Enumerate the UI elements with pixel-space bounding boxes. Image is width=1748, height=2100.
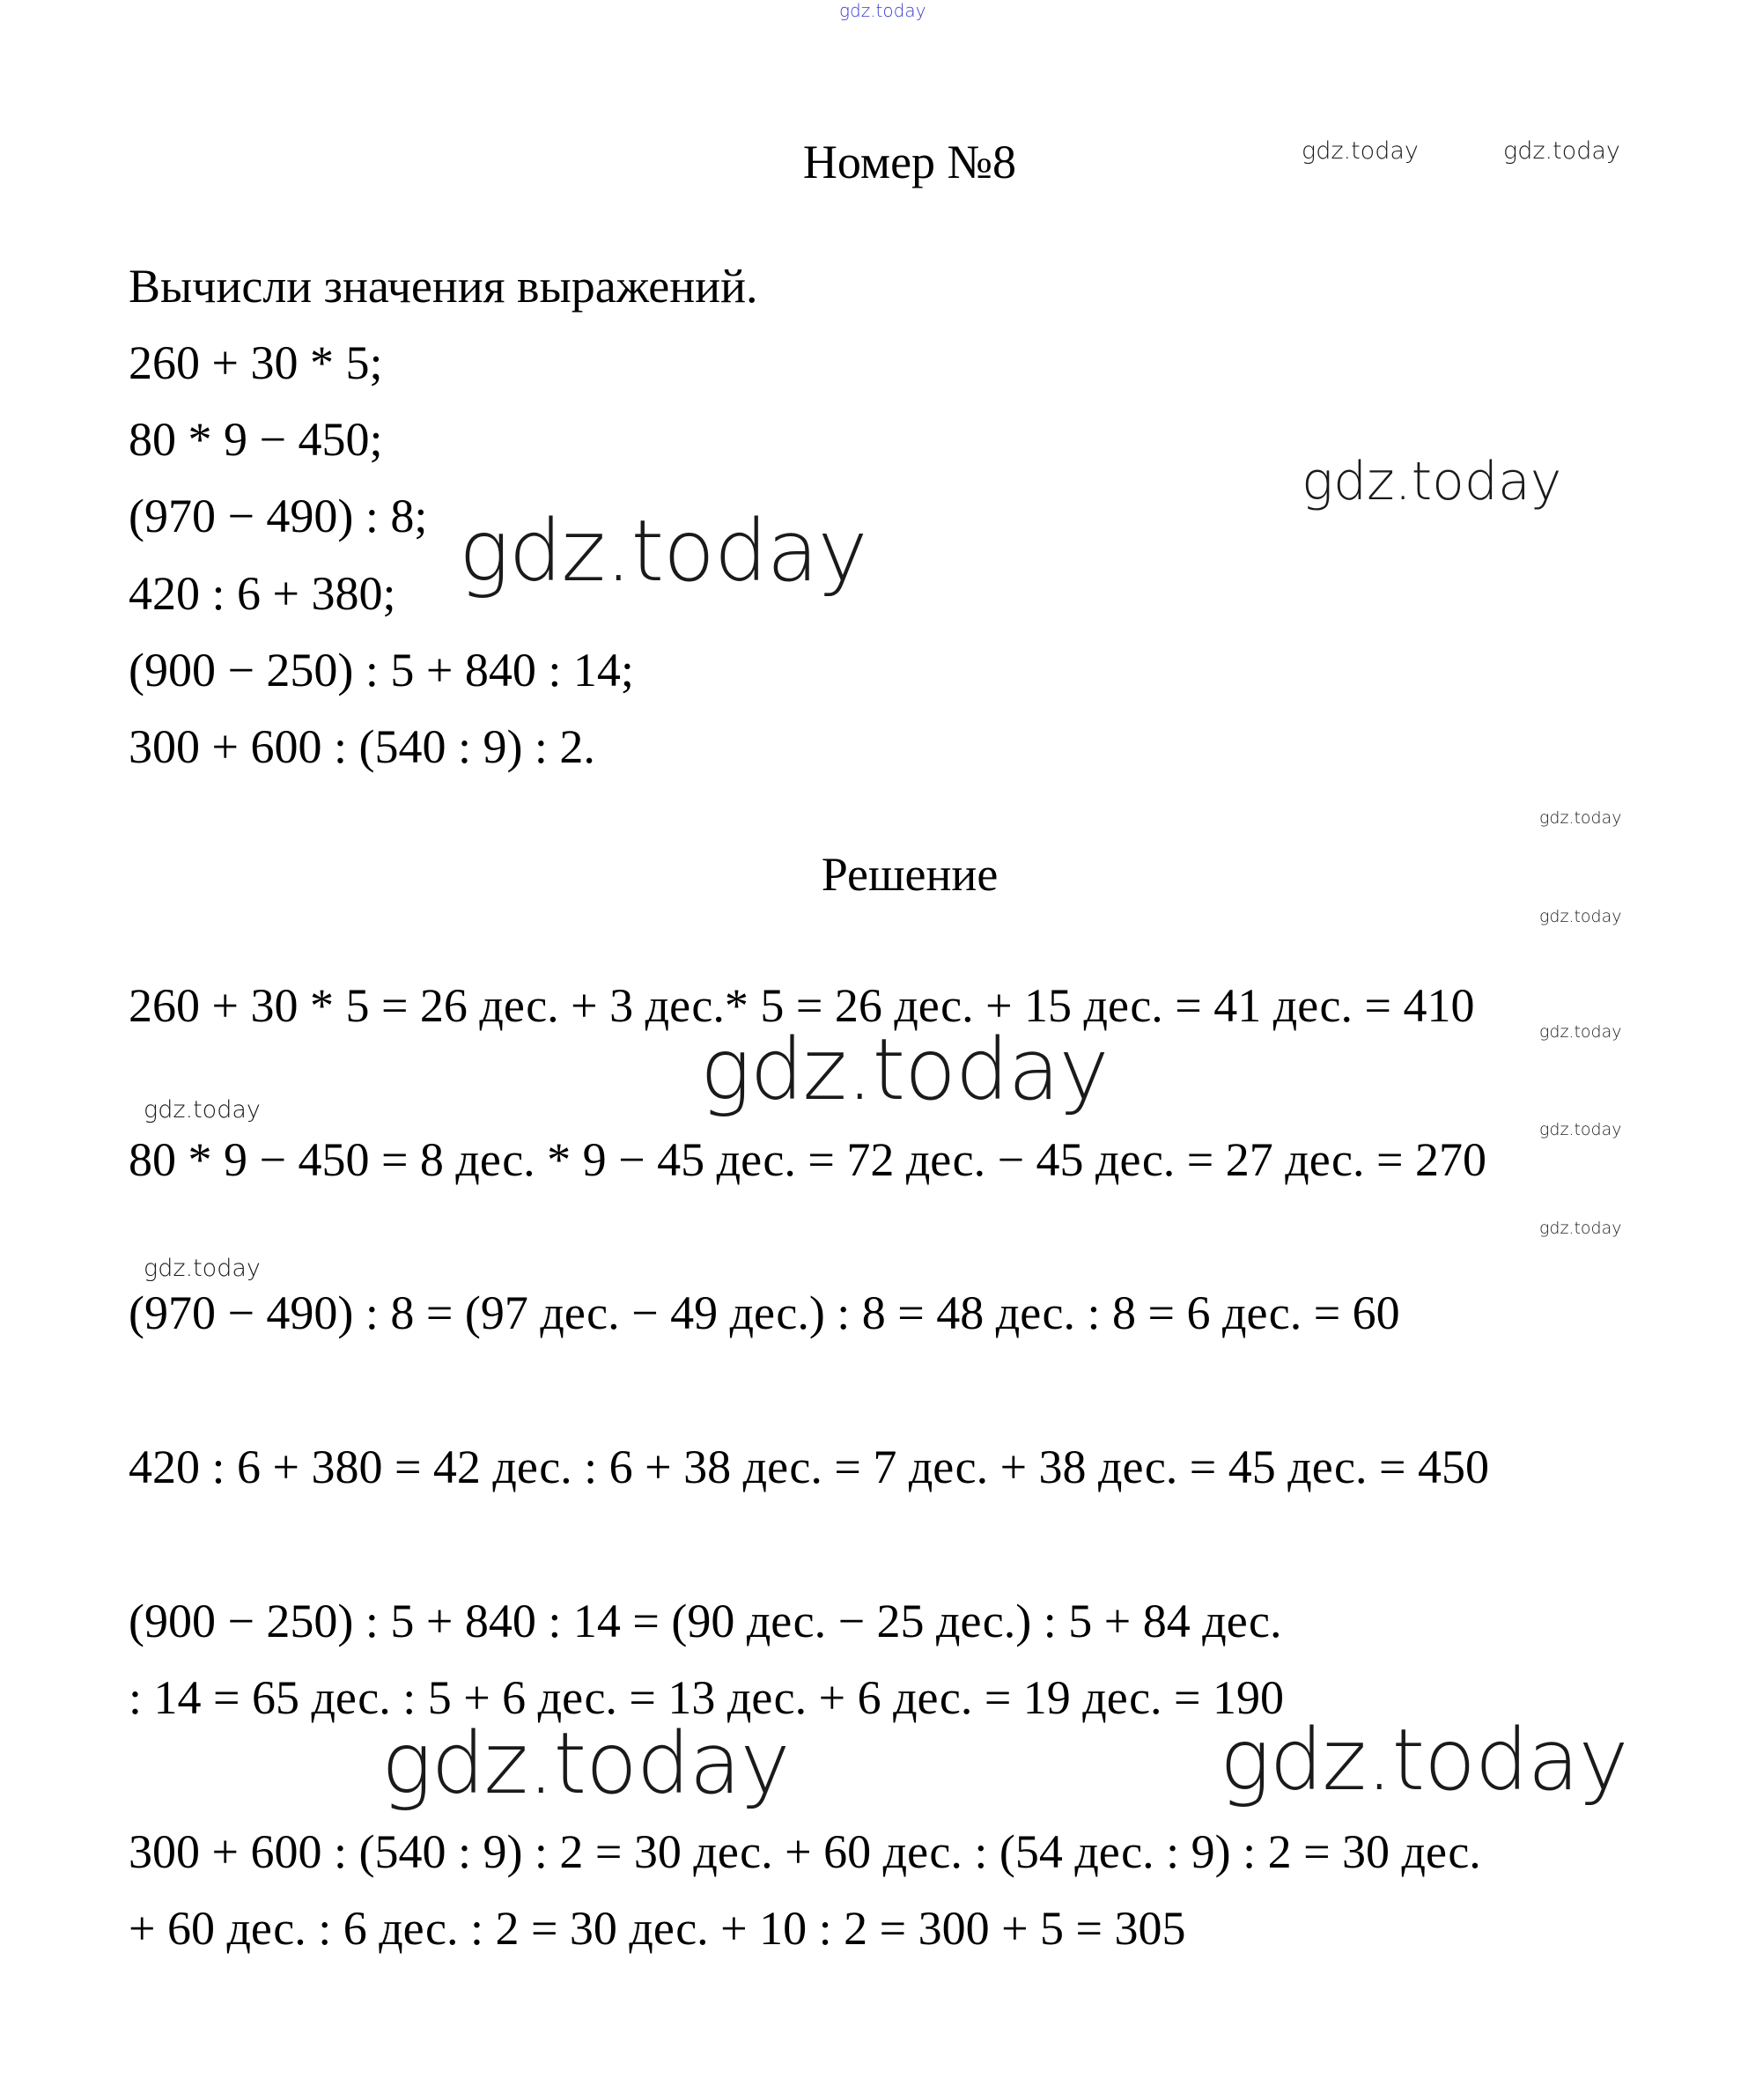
solution-line: 300 + 600 : (540 : 9) : 2 = 30 дес. + 60 дес. : (54 дес. : 9) : 2 = 30 дес. [129,1825,1481,1878]
watermark: gdz.today [839,0,926,21]
watermark: gdz.today [1220,1711,1628,1809]
watermark: gdz.today [1539,907,1622,926]
task-expression: 420 : 6 + 380; [129,567,396,620]
page-title: Номер №8 [802,136,1017,188]
task-expression: (900 − 250) : 5 + 840 : 14; [129,644,634,696]
watermark: gdz.today [1539,1022,1622,1042]
task-expression: 260 + 30 * 5; [129,336,383,389]
task-prompt: Вычисли значения выражений. [129,260,758,313]
solution-line: (970 − 490) : 8 = (97 дес. − 49 дес.) : 8 = 48 дес. : 8 = 6 дес. = 60 [129,1286,1400,1339]
task-expression: 300 + 600 : (540 : 9) : 2. [129,720,595,773]
solution-line: 420 : 6 + 380 = 42 дес. : 6 + 38 дес. = 7 дес. + 38 дес. = 45 дес. = 450 [129,1441,1489,1493]
watermark: gdz.today [1539,1219,1622,1238]
task-expression: 80 * 9 − 450; [129,413,383,466]
watermark: gdz.today [1503,137,1620,165]
solution-line: 260 + 30 * 5 = 26 дес. + 3 дес.* 5 = 26 дес. + 15 дес. = 41 дес. = 410 [129,979,1475,1032]
watermark: gdz.today [1302,137,1419,165]
task-expression: (970 − 490) : 8; [129,490,428,542]
watermark: gdz.today [144,1096,261,1124]
watermark: gdz.today [459,502,867,601]
solution-line: + 60 дес. : 6 дес. : 2 = 30 дес. + 10 : 2 = 300 + 5 = 305 [129,1902,1186,1955]
watermark: gdz.today [144,1255,261,1282]
watermark: gdz.today [381,1714,790,1813]
watermark: gdz.today [1539,808,1622,828]
watermark: gdz.today [700,1021,1109,1119]
solution-line: (900 − 250) : 5 + 840 : 14 = (90 дес. − 25 дес.) : 5 + 84 дес. [129,1595,1282,1647]
solution-line: 80 * 9 − 450 = 8 дес. * 9 − 45 дес. = 72 дес. − 45 дес. = 27 дес. = 270 [129,1133,1486,1186]
watermark: gdz.today [1539,1120,1622,1139]
solution-line: : 14 = 65 дес. : 5 + 6 дес. = 13 дес. + 6 дес. = 19 дес. = 190 [129,1671,1285,1724]
watermark: gdz.today [1302,451,1562,512]
solution-heading: Решение [821,848,999,901]
